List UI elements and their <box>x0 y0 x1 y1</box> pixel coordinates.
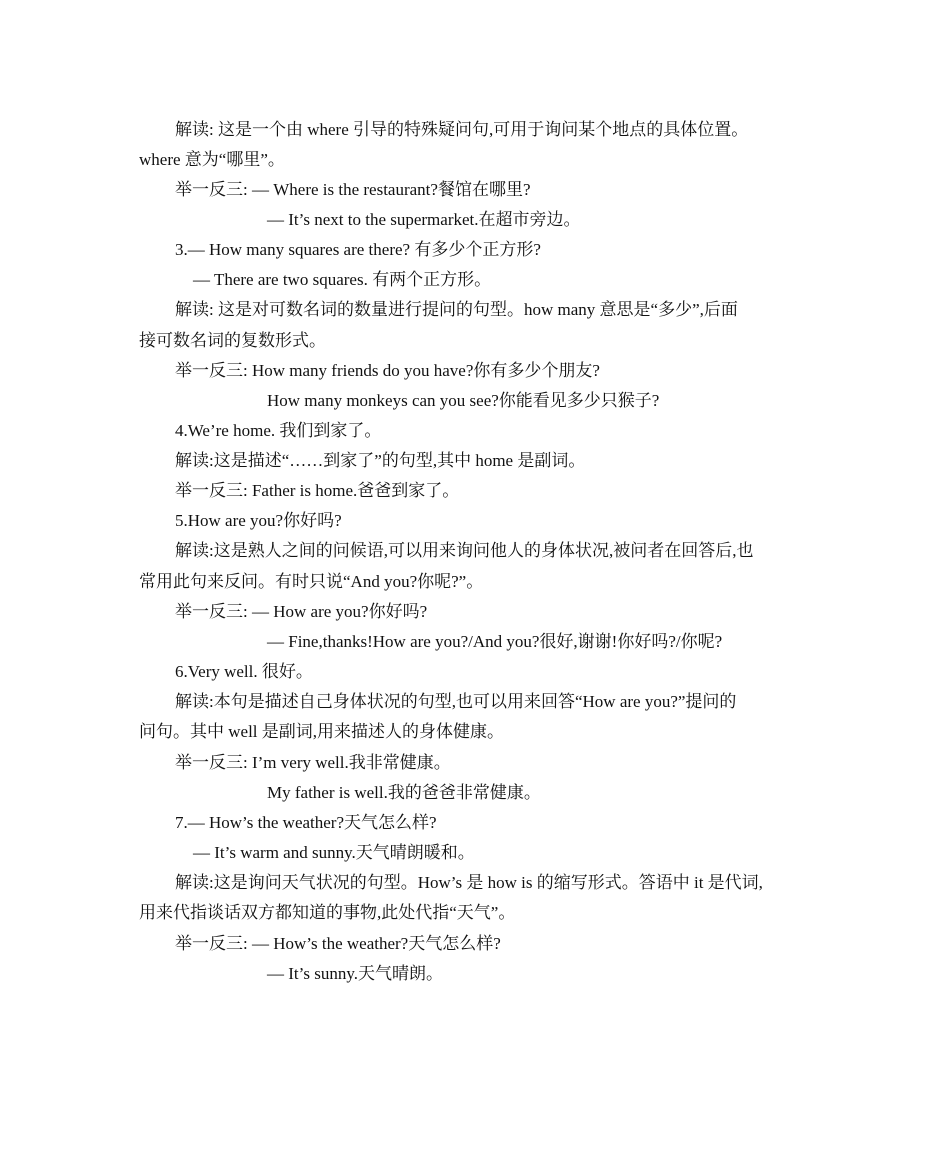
text-line: 用来代指谈话双方都知道的事物,此处代指“天气”。 <box>139 903 516 922</box>
text-line: 6.Very well. 很好。 <box>175 662 313 681</box>
text-line: 问句。其中 well 是副词,用来描述人的身体健康。 <box>139 722 505 741</box>
text-line: where 意为“哪里”。 <box>139 150 285 169</box>
text-line: My father is well.我的爸爸非常健康。 <box>267 783 541 802</box>
text-line: 解读:这是熟人之间的问候语,可以用来询问他人的身体状况,被问者在回答后,也 <box>175 541 754 560</box>
text-line: — Fine,thanks!How are you?/And you?很好,谢谢!你好吗?/你呢? <box>267 632 723 651</box>
text-line: — It’s next to the supermarket.在超市旁边。 <box>267 210 581 229</box>
text-line: 7.— How’s the weather?天气怎么样? <box>175 813 437 832</box>
text-line: 举一反三: — How are you?你好吗? <box>175 602 428 621</box>
text-line: — It’s sunny.天气晴朗。 <box>267 964 443 983</box>
text-line: — There are two squares. 有两个正方形。 <box>193 270 492 289</box>
text-line: 接可数名词的复数形式。 <box>139 331 326 350</box>
text-line: 举一反三: — Where is the restaurant?餐馆在哪里? <box>175 180 531 199</box>
text-line: — It’s warm and sunny.天气晴朗暖和。 <box>193 843 475 862</box>
text-line: 举一反三: Father is home.爸爸到家了。 <box>175 481 460 500</box>
text-line: How many monkeys can you see?你能看见多少只猴子? <box>267 391 660 410</box>
text-line: 解读: 这是一个由 where 引导的特殊疑问句,可用于询问某个地点的具体位置。 <box>175 120 749 139</box>
text-line: 举一反三: — How’s the weather?天气怎么样? <box>175 934 501 953</box>
text-line: 4.We’re home. 我们到家了。 <box>175 421 382 440</box>
text-line: 5.How are you?你好吗? <box>175 511 342 530</box>
text-line: 解读:这是询问天气状况的句型。How’s 是 how is 的缩写形式。答语中 it 是代词, <box>175 873 763 892</box>
text-line: 解读:本句是描述自己身体状况的句型,也可以用来回答“How are you?”提问的 <box>175 692 737 711</box>
text-line: 举一反三: I’m very well.我非常健康。 <box>175 753 451 772</box>
text-line: 举一反三: How many friends do you have?你有多少个朋友? <box>175 361 600 380</box>
text-line: 解读:这是描述“……到家了”的句型,其中 home 是副词。 <box>175 451 586 470</box>
text-line: 常用此句来反问。有时只说“And you?你呢?”。 <box>139 572 484 591</box>
text-line: 3.— How many squares are there? 有多少个正方形? <box>175 240 541 259</box>
text-line: 解读: 这是对可数名词的数量进行提问的句型。how many 意思是“多少”,后面 <box>175 300 738 319</box>
